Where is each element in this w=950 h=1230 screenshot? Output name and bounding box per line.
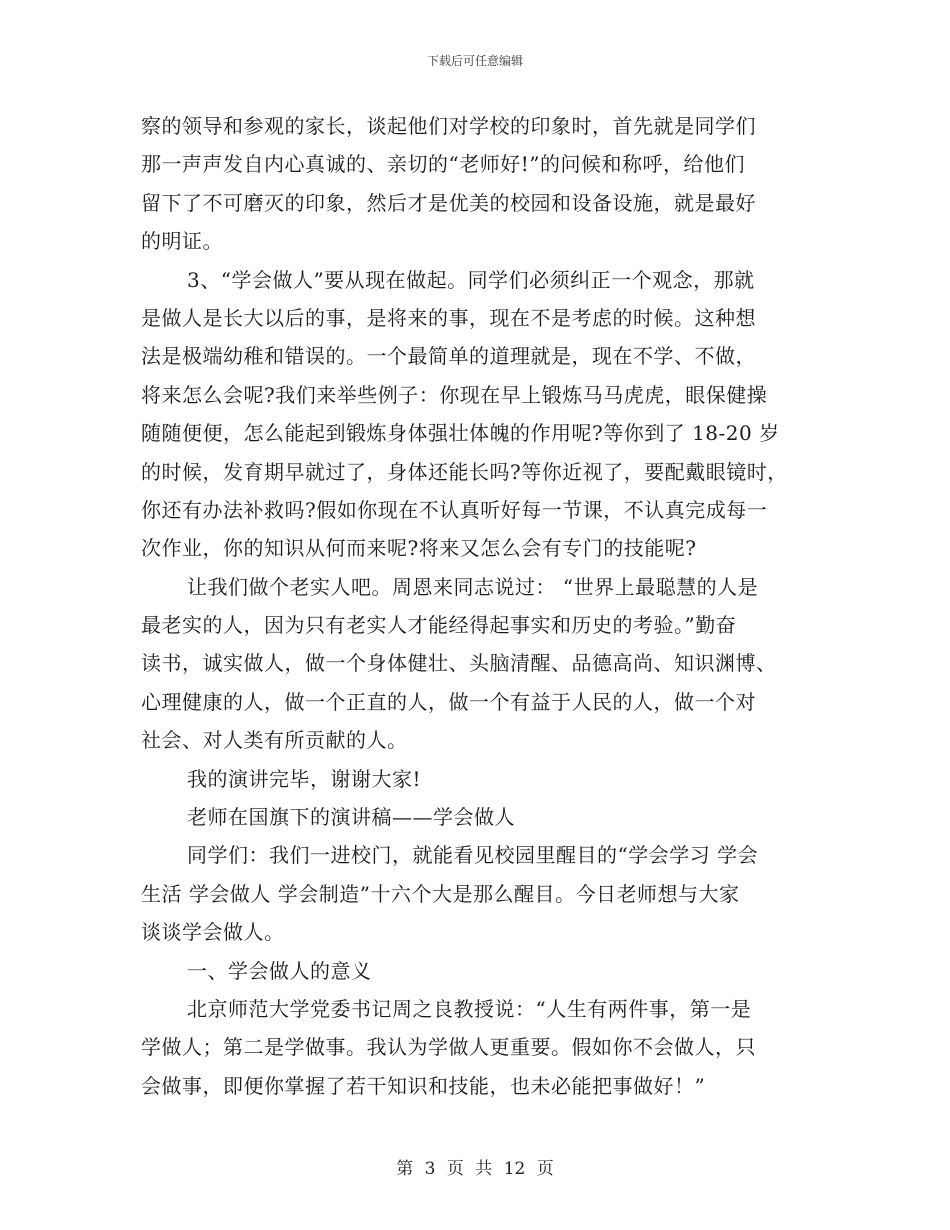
text-line: 会做事，即便你掌握了若干知识和技能，也未必能把事做好！” bbox=[141, 1073, 706, 1098]
text-line: 法是极端幼稚和错误的。一个最简单的道理就是，现在不学、不做， bbox=[141, 344, 756, 369]
text-line: 北京师范大学党委书记周之良教授说：“人生有两件事，第一是 bbox=[187, 996, 752, 1021]
text-line: 学做人；第二是学做事。我认为学做人更重要。假如你不会做人，只 bbox=[141, 1035, 756, 1060]
text-line: 同学们：我们一进校门，就能看见校园里醒目的“学会学习 学会 bbox=[187, 843, 759, 868]
text-line: 一、学会做人的意义 bbox=[187, 958, 372, 983]
text-line: 随随便便，怎么能起到锻炼身体强壮体魄的作用呢?等你到了 18-20 岁 bbox=[141, 421, 780, 446]
text-line: 读书，诚实做人，做一个身体健壮、头脑清醒、品德高尚、知识渊博、 bbox=[141, 651, 777, 676]
text-line: 让我们做个老实人吧。周恩来同志说过： “世界上最聪慧的人是 bbox=[187, 574, 759, 599]
text-line: 社会、对人类有所贡献的人。 bbox=[141, 728, 408, 753]
text-line: 谈谈学会做人。 bbox=[141, 920, 285, 945]
text-line: 3、“学会做人”要从现在做起。同学们必须纠正一个观念，那就 bbox=[187, 267, 755, 292]
text-line: 生活 学会做人 学会制造”十六个大是那么醒目。今日老师想与大家 bbox=[141, 881, 740, 906]
text-line: 将来怎么会呢?我们来举些例子：你现在早上锻炼马马虎虎，眼保健操 bbox=[141, 382, 768, 407]
text-line: 察的领导和参观的家长，谈起他们对学校的印象时，首先就是同学们 bbox=[141, 114, 756, 138]
text-line: 老师在国旗下的演讲稿——学会做人 bbox=[187, 805, 515, 830]
text-line: 的明证。 bbox=[141, 229, 223, 254]
text-line: 心理健康的人，做一个正直的人，做一个有益于人民的人，做一个对 bbox=[141, 689, 756, 714]
text-line: 我的演讲完毕，谢谢大家! bbox=[187, 766, 422, 791]
text-line: 那一声声发自内心真诚的、亲切的“老师好!”的问候和称呼，给他们 bbox=[141, 152, 745, 177]
page-number: 第 3 页 共 12 页 bbox=[396, 1159, 554, 1179]
text-line: 次作业，你的知识从何而来呢?将来又怎么会有专门的技能呢? bbox=[141, 536, 697, 561]
text-line: 的时候，发育期早就过了，身体还能长吗?等你近视了，要配戴眼镜时， bbox=[141, 459, 788, 484]
text-line: 留下了不可磨灭的印象，然后才是优美的校园和设备设施，就是最好 bbox=[141, 190, 756, 215]
text-line: 是做人是长大以后的事，是将来的事，现在不是考虑的时候。这种想 bbox=[141, 305, 756, 330]
page-header-note: 下载后可任意编辑 bbox=[426, 54, 523, 68]
text-line: 最老实的人，因为只有老实人才能经得起事实和历史的考验。”勤奋 bbox=[141, 613, 737, 638]
text-line: 你还有办法补救吗?假如你现在不认真听好每一节课，不认真完成每一 bbox=[141, 497, 768, 522]
document-body bbox=[141, 107, 811, 1105]
